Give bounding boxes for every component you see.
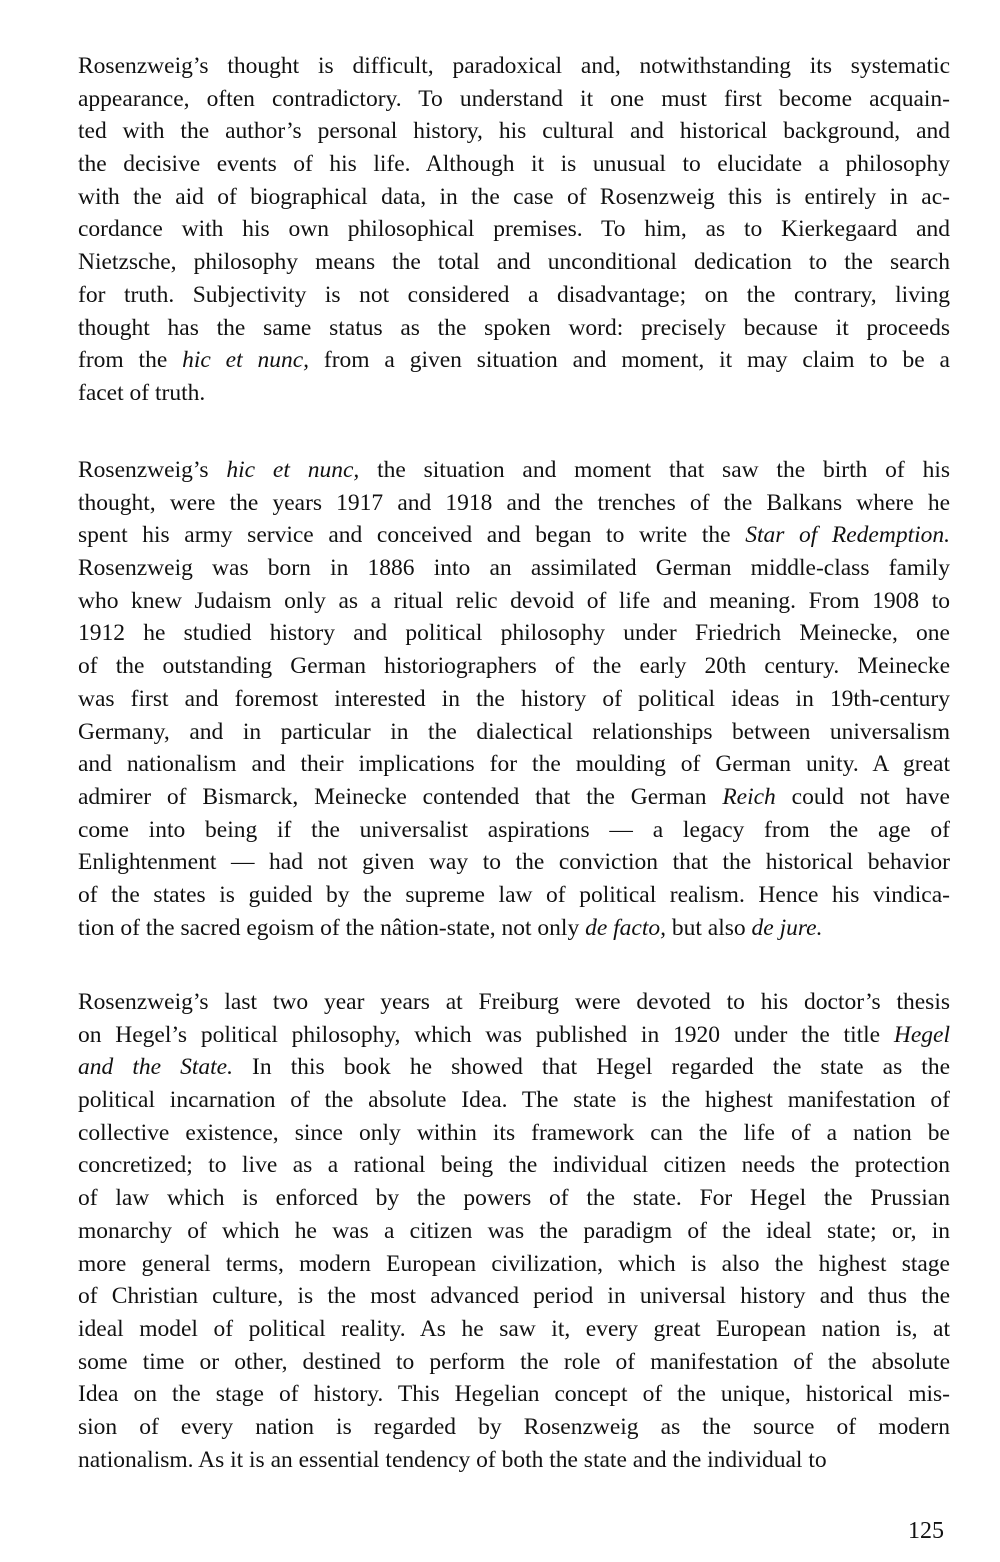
text-segment: of law which is enforced by the powers of the state. For Hegel the Prussian [78, 1185, 950, 1212]
text-line [78, 1117, 950, 1150]
text-segment: thought has the same status as the spoken word: precisely because it proceeds [78, 314, 950, 341]
text-line [78, 312, 950, 345]
text-line [78, 519, 950, 552]
text-segment: and nationalism and their implications for the moulding of German unity. A great [78, 751, 950, 778]
text-segment: the situation and moment that saw the birth of his [359, 457, 951, 483]
text-segment: of Christian culture, is the most advanced period in universal history and thus the [78, 1283, 950, 1310]
paragraph [78, 986, 950, 1476]
page-number: 125 [908, 1518, 944, 1544]
text-segment: but also [666, 914, 752, 941]
text-segment: monarchy of which he was a citizen was the paradigm of the ideal state; or, in [78, 1217, 950, 1244]
text-line [78, 1346, 950, 1379]
text-segment: with the aid of biographical data, in the case of Rosenzweig this is entirely in ac- [78, 183, 950, 210]
text-segment: nationalism. As it is an essential tendency of both the state and the individual to [78, 1446, 827, 1473]
text-segment: collective existence, since only within its framework can the life of a nation be [78, 1119, 950, 1146]
text-line [78, 377, 950, 410]
text-line [78, 1051, 950, 1084]
text-line [78, 1019, 950, 1052]
text-line [78, 846, 950, 879]
text-segment: thought, were the years 1917 and 1918 and the trenches of the Balkans where he [78, 489, 950, 516]
text-segment: from the [78, 347, 183, 374]
text-segment: appearance, often contradictory. To understand it one must first become acquain- [78, 85, 950, 112]
text-segment: 1912 he studied history and political philosophy under Friedrich Meinecke, one [78, 620, 950, 647]
text-line [78, 716, 950, 749]
text-segment: ted with the author’s personal history, his cultural and historical background, and [78, 118, 950, 145]
text-line [78, 1248, 950, 1281]
text-segment: facet of truth. [78, 379, 206, 406]
italic-text: Reich [722, 783, 776, 810]
italic-text: hic et nunc, [226, 457, 360, 483]
text-line [78, 1378, 950, 1411]
italic-text: hic et nunc, [182, 347, 310, 374]
text-segment: the decisive events of his life. Although it is unusual to elucidate a philosophy [78, 151, 950, 178]
italic-text: Star of Redemption. [745, 522, 951, 549]
text-line [78, 1182, 950, 1215]
text-segment: Rosenzweig’s [78, 457, 227, 483]
text-line [78, 246, 950, 279]
paragraph [78, 454, 950, 944]
text-line [78, 213, 950, 246]
text-segment: political incarnation of the absolute Idea. The state is the highest manifestation of [78, 1087, 950, 1114]
text-line [78, 279, 950, 312]
text-segment: come into being if the universalist aspirations — a legacy from the age of [78, 816, 950, 843]
italic-text: de facto, [585, 914, 667, 941]
text-line [78, 1280, 950, 1313]
text-segment: for truth. Subjectivity is not considered a disadvantage; on the contrary, living [78, 281, 950, 308]
text-line [78, 148, 950, 181]
text-line [78, 115, 950, 148]
text-segment: tion of the sacred egoism of the nâtion-state, not only [78, 914, 586, 941]
text-segment: Germany, and in particular in the dialectical relationships between universalism [78, 718, 950, 745]
text-line [78, 50, 950, 83]
text-segment: Idea on the stage of history. This Hegelian concept of the unique, historical mis- [78, 1381, 950, 1408]
text-segment: Rosenzweig was born in 1886 into an assimilated German middle-class family [78, 555, 950, 582]
text-line [78, 1411, 950, 1444]
text-line [78, 344, 950, 377]
text-line [78, 1313, 950, 1346]
text-segment: sion of every nation is regarded by Rosenzweig as the source of modern [78, 1413, 950, 1440]
text-segment: could not have [775, 783, 950, 810]
text-segment: cordance with his own philosophical premises. To him, as to Kierkegaard and [78, 216, 950, 243]
text-segment: spent his army service and conceived and began to write the [78, 522, 746, 549]
text-line [78, 814, 950, 847]
text-line [78, 1215, 950, 1248]
text-line [78, 650, 950, 683]
text-segment: some time or other, destined to perform the role of manifestation of the absolute [78, 1348, 950, 1375]
text-line [78, 912, 950, 945]
text-line [78, 454, 950, 487]
italic-text: Hegel [893, 1021, 950, 1048]
text-line [78, 181, 950, 214]
text-segment: of the outstanding German historiographers of the early 20th century. Meinecke [78, 653, 950, 680]
text-line [78, 1084, 950, 1117]
text-segment: from a given situation and moment, it may claim to be a [309, 347, 950, 374]
text-segment: Nietzsche, philosophy means the total and unconditional dedication to the search [78, 249, 950, 276]
text-line [78, 1444, 950, 1477]
paragraph [78, 50, 950, 410]
text-line [78, 781, 950, 814]
text-segment: who knew Judaism only as a ritual relic devoid of life and meaning. From 1908 to [78, 587, 950, 614]
text-line [78, 986, 950, 1019]
text-segment: Enlightenment — had not given way to the conviction that the historical behavior [78, 849, 950, 876]
text-line [78, 83, 950, 116]
text-segment: Rosenzweig’s thought is difficult, paradoxical and, notwithstanding its systematic [78, 53, 950, 79]
text-line [78, 1149, 950, 1182]
text-line [78, 552, 950, 585]
text-segment: on Hegel’s political philosophy, which was published in 1920 under the title [78, 1021, 894, 1048]
text-line [78, 617, 950, 650]
text-line [78, 748, 950, 781]
text-segment: Rosenzweig’s last two year years at Freiburg were devoted to his doctor’s thesis [78, 989, 950, 1015]
text-segment: concretized; to live as a rational being the individual citizen needs the protection [78, 1152, 950, 1179]
text-segment: more general terms, modern European civilization, which is also the highest stage [78, 1250, 950, 1277]
text-line [78, 879, 950, 912]
document-page [78, 50, 950, 1550]
text-segment: ideal model of political reality. As he saw it, every great European nation is, at [78, 1315, 950, 1342]
text-segment: was first and foremost interested in the history of political ideas in 19th-century [78, 685, 950, 712]
text-segment: of the states is guided by the supreme law of political realism. Hence his vindica- [78, 881, 950, 908]
italic-text: and the State. [78, 1054, 233, 1081]
text-line [78, 683, 950, 716]
text-line [78, 487, 950, 520]
text-line [78, 585, 950, 618]
italic-text: de jure. [751, 914, 823, 941]
text-segment: In this book he showed that Hegel regarded the state as the [232, 1054, 951, 1081]
text-segment: admirer of Bismarck, Meinecke contended that the German [78, 783, 723, 810]
